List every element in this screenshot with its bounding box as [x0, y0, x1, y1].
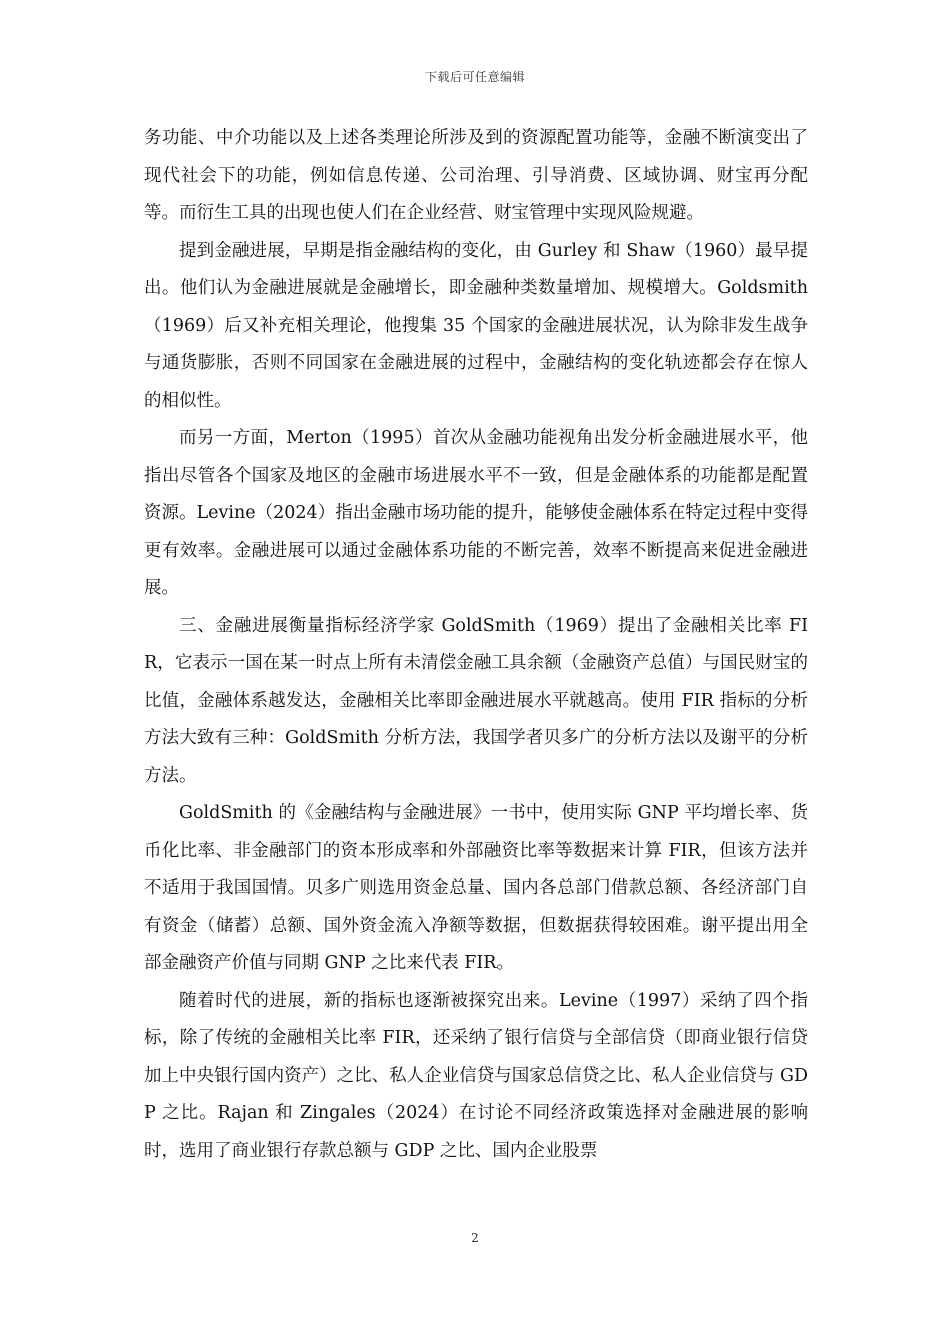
- paragraph-2: 提到金融进展，早期是指金融结构的变化，由 Gurley 和 Shaw（1960）最早提出。他们认为金融进展就是金融增长，即金融种类数量增加、规模增大。Goldsmith（1969）后又补充相关理论，他搜集 35 个国家的金融进展状况，认为除非发生战争与通货膨胀，否则不同国家在金融进展的过程中，金融结构的变化轨迹都会存在惊人的相似性。: [144, 240, 808, 411]
- paragraph-6: 随着时代的进展，新的指标也逐渐被探究出来。Levine（1997）采纳了四个指标，除了传统的金融相关比率 FIR，还采纳了银行信贷与全部信贷（即商业银行信贷加上中央银行国内资产）之比、私人企业信贷与国家总信贷之比、私人企业信贷与 GDP 之比。Rajan 和 Zingales（2024）在讨论不同经济政策选择对金融进展的影响时，选用了商业银行存款总额与 GDP 之比、国内企业股票: [144, 990, 808, 1161]
- page-number: 2: [471, 1231, 479, 1245]
- paragraph-1: 务功能、中介功能以及上述各类理论所涉及到的资源配置功能等，金融不断演变出了现代社会下的功能，例如信息传递、公司治理、引导消费、区域协调、财宝再分配等。而衍生工具的出现也使人们在企业经营、财宝管理中实现风险规避。: [144, 128, 808, 223]
- paragraph-5: GoldSmith 的《金融结构与金融进展》一书中，使用实际 GNP 平均增长率、货币化比率、非金融部门的资本形成率和外部融资比率等数据来计算 FIR，但该方法并不适用于我国国情。贝多广则选用资金总量、国内各总部门借款总额、各经济部门自有资金（储蓄）总额、国外资金流入净额等数据，但数据获得较困难。谢平提出用全部金融资产价值与同期 GNP 之比来代表 FIR。: [144, 803, 808, 973]
- page-header: 下载后可任意编辑: [424, 70, 525, 84]
- body-text: [144, 120, 808, 1170]
- paragraph-3: 而另一方面，Merton（1995）首次从金融功能视角出发分析金融进展水平，他指出尽管各个国家及地区的金融市场进展水平不一致，但是金融体系的功能都是配置资源。Levine（2024）指出金融市场功能的提升，能够使金融体系在特定过程中变得更有效率。金融进展可以通过金融体系功能的不断完善，效率不断提高来促进金融进展。: [144, 428, 808, 598]
- paragraph-4: 三、金融进展衡量指标经济学家 GoldSmith（1969）提出了金融相关比率 FIR，它表示一国在某一时点上所有未清偿金融工具余额（金融资产总值）与国民财宝的比值，金融体系越发达，金融相关比率即金融进展水平就越高。使用 FIR 指标的分析方法大致有三种：GoldSmith 分析方法，我国学者贝多广的分析方法以及谢平的分析方法。: [144, 615, 808, 786]
